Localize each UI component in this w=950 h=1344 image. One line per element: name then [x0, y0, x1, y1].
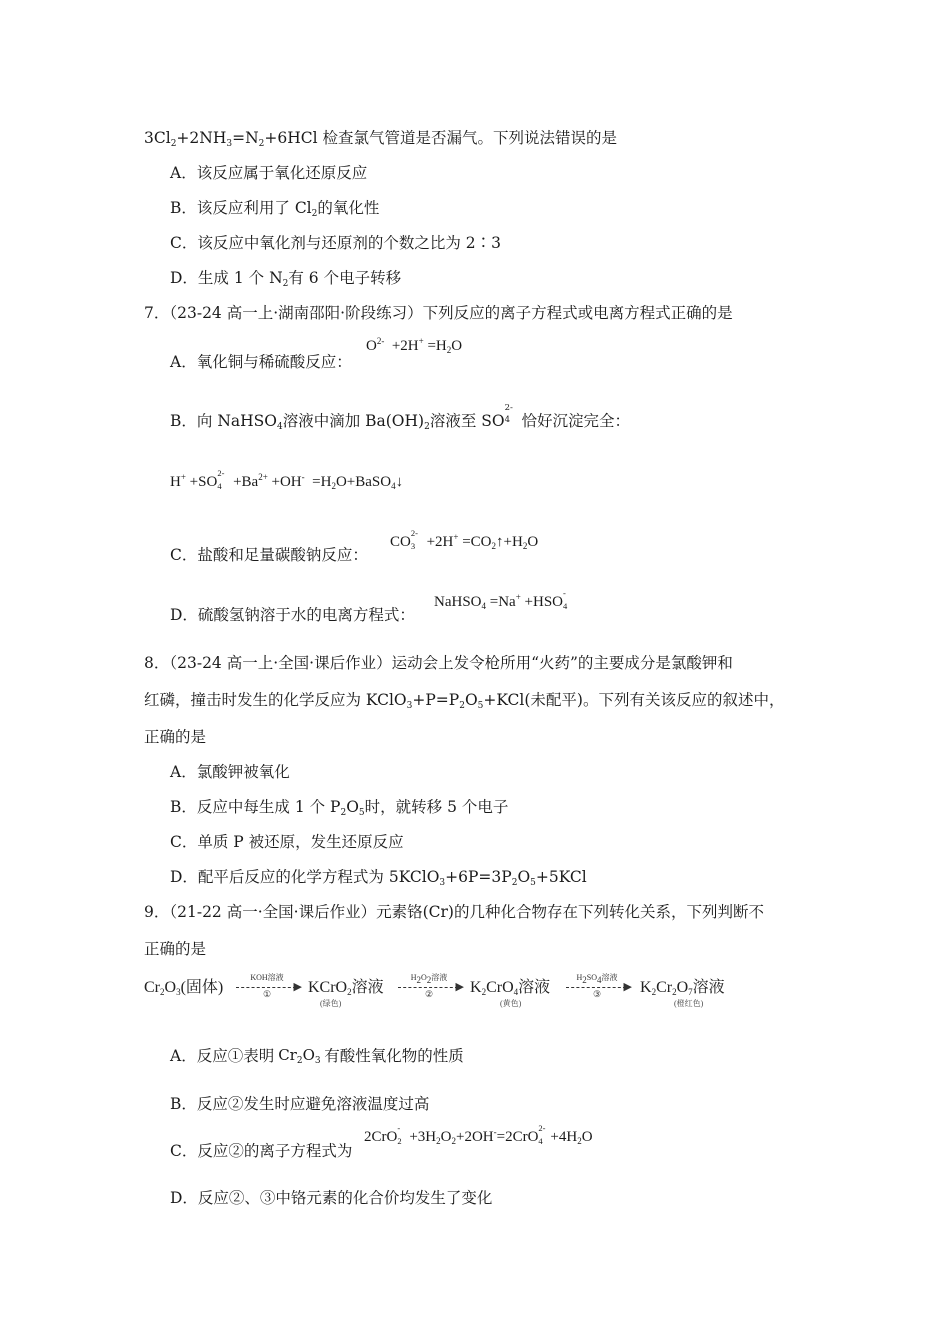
scheme-color-orange-red: (橙红色) — [674, 999, 704, 1008]
q9-option-a[interactable]: A．反应①表明 $Cr_2O_3$ 有酸性氧化物的性质 — [170, 1046, 464, 1066]
q7-option-c[interactable]: C．盐酸和足量碳酸钠反应： — [170, 546, 368, 564]
q9-stem-line1: 9．（21-22 高一·全国·课后作业）元素铬(Cr)的几种化合物存在下列转化关系，下列判断不 — [144, 903, 764, 921]
q9-stem-line2: 正确的是 — [144, 940, 207, 958]
scheme-arrow-1: KOH溶液 ▶ ① — [232, 972, 302, 1002]
q7-d-equation: NaHSO$_4$ =Na+ +HSO - 4 — [434, 588, 568, 611]
q6-option-d[interactable]: D．生成 1 个 $N_2$有 6 个电子转移 — [170, 269, 402, 289]
q8-option-c[interactable]: C．单质 P 被还原，发生还原反应 — [170, 833, 404, 851]
q6-option-b[interactable]: B．该反应利用了 $Cl_2$的氧化性 — [170, 199, 380, 219]
q7-option-d[interactable]: D．硫酸氢钠溶于水的电离方程式： — [170, 606, 415, 624]
q7-option-a[interactable]: A．氧化铜与稀硫酸反应： — [170, 353, 352, 371]
q6-stem-text: 检查氯气管道是否漏气。下列说法错误的是 — [322, 129, 618, 147]
q7-stem: 7．（23-24 高一上·湖南邵阳·阶段练习）下列反应的离子方程式或电离方程式正确的是 — [144, 304, 733, 322]
q8-stem-line2: 红磷，撞击时发生的化学反应为 $KClO_3+P=P_2O_5+KCl$(未配平)。下列有关该反应的叙述中， — [144, 691, 785, 711]
scheme-cr2o3: $Cr_2O_3$(固体) — [144, 979, 224, 997]
q6-option-a[interactable]: A．该反应属于氧化还原反应 — [170, 164, 368, 182]
q7-a-equation: $O^{2-} +2H^+ =H_2O$ — [366, 336, 463, 355]
q8-option-d[interactable]: D．配平后反应的化学方程式为 $5KClO_3+6P=3P_2O_5+5KCl$ — [170, 868, 587, 888]
scheme-k2cro4: $K_2CrO_4$溶液 — [470, 979, 551, 997]
q6-option-c[interactable]: C．该反应中氧化剂与还原剂的个数之比为 2∶3 — [170, 234, 502, 252]
q7-option-b[interactable]: B．向 NaHSO$_4$溶液中滴加 $Ba(OH)_2$溶液至 SO 2- 4 恰好沉淀完全： — [170, 403, 631, 432]
q6-equation: $3Cl_2+2NH_3=N_2+6HCl$ — [144, 129, 318, 149]
scheme-arrow-3: $H_2SO_4$溶液 ▶ ③ — [562, 972, 632, 1002]
q9-option-d[interactable]: D．反应②、③中铬元素的化合价均发生了变化 — [170, 1189, 493, 1207]
scheme-arrow-2: $H_2O_2$溶液 ▶ ② — [394, 972, 464, 1002]
q8-option-a[interactable]: A．氯酸钾被氧化 — [170, 763, 290, 781]
q9-option-c[interactable]: C．反应②的离子方程式为 — [170, 1142, 353, 1160]
q8-stem-line3: 正确的是 — [144, 728, 207, 746]
scheme-k2cr2o7: $K_2Cr_2O_7$溶液 — [640, 979, 725, 997]
q9-c-equation: 2CrO - 2 $+3H_2O_2+2OH^-=2CrO$ 2- 4 $+4H_2O$ — [364, 1123, 593, 1146]
scheme-kcro2: KCrO$_2$溶液 — [308, 979, 384, 997]
q8-stem-line1: 8．（23-24 高一上·全国·课后作业）运动会上发令枪所用“火药”的主要成分是氯酸钾和 — [144, 654, 733, 672]
scheme-color-yellow: (黄色) — [500, 999, 522, 1008]
chromium-conversion-scheme — [144, 970, 784, 1014]
q9-option-b[interactable]: B．反应②发生时应避免溶液温度过高 — [170, 1095, 430, 1113]
q8-option-b[interactable]: B．反应中每生成 1 个 $P_2O_5$时，就转移 5 个电子 — [170, 798, 509, 818]
q7-c-equation: CO 2- 3 $+2H^+ =CO_2↑+H_2O$ — [390, 528, 539, 551]
q7-b-equation: H+ +SO 2- 4 $+Ba^{2+} +OH^-$ $=H_2O+BaSO_4↓$ — [170, 468, 404, 491]
so4-sup-sub: 2- 4 — [504, 403, 513, 425]
scheme-color-green: (绿色) — [320, 999, 342, 1008]
q6-stem-tail — [144, 128, 617, 148]
